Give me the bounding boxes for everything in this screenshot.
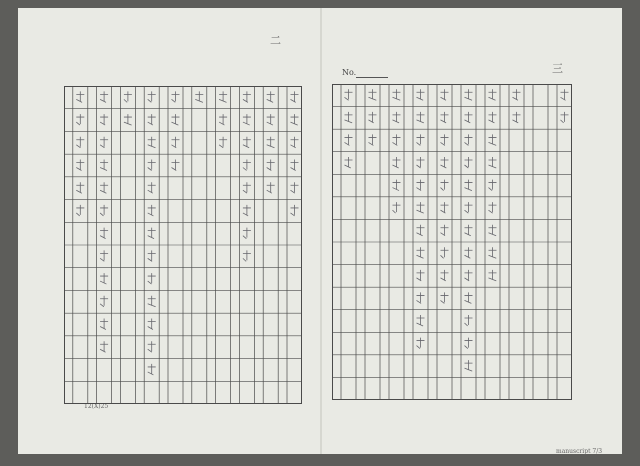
handwritten-character [291, 114, 299, 125]
handwritten-character [465, 292, 473, 303]
handwritten-character [393, 89, 401, 100]
handwritten-character [100, 341, 108, 352]
handwritten-character [219, 91, 227, 102]
handwritten-character [417, 225, 425, 236]
handwritten-character [561, 112, 569, 123]
handwritten-character [100, 296, 108, 307]
handwritten-character [219, 137, 227, 148]
handwritten-character [441, 225, 449, 236]
handwritten-character [100, 205, 108, 216]
number-label: No. [342, 68, 357, 77]
footer-mark: manuscript 7/3 [556, 448, 603, 455]
handwritten-character [148, 228, 156, 239]
handwritten-character [417, 338, 425, 349]
handwritten-character [513, 89, 521, 100]
handwritten-character [100, 228, 108, 239]
handwritten-character [489, 112, 497, 123]
handwritten-character [100, 160, 108, 171]
handwritten-character [148, 250, 156, 261]
handwritten-character [441, 134, 449, 145]
handwritten-character [76, 182, 84, 193]
handwritten-character [489, 225, 497, 236]
handwritten-character [441, 292, 449, 303]
handwritten-character [148, 205, 156, 216]
handwritten-character [417, 292, 425, 303]
handwritten-character [489, 270, 497, 281]
handwritten-character [76, 205, 84, 216]
handwritten-character [417, 134, 425, 145]
handwritten-character [219, 114, 227, 125]
handwritten-character [76, 91, 84, 102]
handwritten-character [393, 202, 401, 213]
handwritten-character [465, 360, 473, 371]
handwritten-character [291, 91, 299, 102]
handwritten-character [441, 180, 449, 191]
handwritten-character [465, 180, 473, 191]
handwritten-character [243, 228, 251, 239]
handwritten-character [345, 112, 353, 123]
handwritten-character [172, 114, 180, 125]
right-page-number: 三 [552, 62, 563, 75]
handwritten-character [465, 247, 473, 258]
handwritten-character [195, 91, 203, 102]
handwritten-character [172, 91, 180, 102]
handwritten-character [243, 205, 251, 216]
handwritten-character [100, 91, 108, 102]
handwritten-character [441, 247, 449, 258]
handwritten-character [148, 114, 156, 125]
handwritten-character [291, 160, 299, 171]
handwritten-character [441, 202, 449, 213]
handwritten-character [148, 160, 156, 171]
handwritten-character [489, 202, 497, 213]
handwritten-character [369, 134, 377, 145]
number-underline [356, 77, 388, 78]
handwritten-character [465, 134, 473, 145]
handwritten-character [291, 182, 299, 193]
handwritten-character [465, 338, 473, 349]
handwritten-character [465, 157, 473, 168]
handwritten-character [148, 273, 156, 284]
handwritten-character [393, 180, 401, 191]
handwritten-character [243, 160, 251, 171]
handwritten-character [267, 114, 275, 125]
handwritten-character [465, 315, 473, 326]
handwritten-character [243, 182, 251, 193]
handwritten-character [441, 270, 449, 281]
handwritten-character [417, 247, 425, 258]
handwritten-character [243, 250, 251, 261]
handwritten-character [100, 182, 108, 193]
handwritten-character [417, 112, 425, 123]
handwritten-character [267, 182, 275, 193]
handwritten-character [243, 114, 251, 125]
handwritten-character [465, 89, 473, 100]
handwritten-character [267, 160, 275, 171]
handwritten-character [124, 114, 132, 125]
handwritten-character [267, 137, 275, 148]
page-fold [320, 8, 322, 454]
handwritten-character [489, 247, 497, 258]
handwritten-character [172, 160, 180, 171]
handwritten-character [369, 112, 377, 123]
handwritten-character [417, 157, 425, 168]
handwritten-character [100, 114, 108, 125]
handwritten-character [417, 270, 425, 281]
handwritten-character [345, 134, 353, 145]
handwritten-character [345, 89, 353, 100]
handwritten-character [172, 137, 180, 148]
handwritten-character [267, 91, 275, 102]
handwritten-character [465, 202, 473, 213]
handwritten-character [148, 137, 156, 148]
left-manuscript-grid [64, 86, 302, 404]
handwritten-character [243, 137, 251, 148]
handwritten-character [465, 270, 473, 281]
right-manuscript-grid [332, 84, 572, 400]
handwritten-character [148, 319, 156, 330]
handwritten-character [345, 157, 353, 168]
handwritten-character [291, 137, 299, 148]
handwritten-character [441, 157, 449, 168]
handwritten-character [417, 315, 425, 326]
handwritten-character [291, 205, 299, 216]
handwritten-character [561, 89, 569, 100]
handwritten-character [489, 89, 497, 100]
handwritten-character [124, 91, 132, 102]
handwritten-character [465, 112, 473, 123]
paper-mark: 12(X)25 [84, 403, 109, 410]
handwritten-character [417, 180, 425, 191]
handwritten-character [441, 89, 449, 100]
handwritten-character [489, 134, 497, 145]
handwritten-character [369, 89, 377, 100]
handwritten-character [100, 319, 108, 330]
handwritten-character [76, 160, 84, 171]
handwritten-character [417, 202, 425, 213]
handwritten-character [393, 134, 401, 145]
handwritten-character [441, 112, 449, 123]
handwritten-character [148, 364, 156, 375]
handwritten-character [148, 182, 156, 193]
handwritten-character [489, 180, 497, 191]
handwritten-character [417, 89, 425, 100]
handwritten-character [148, 341, 156, 352]
handwritten-character [393, 157, 401, 168]
handwritten-character [100, 250, 108, 261]
handwritten-character [76, 137, 84, 148]
left-page-number: 二 [270, 34, 281, 47]
handwritten-character [76, 114, 84, 125]
handwritten-character [148, 91, 156, 102]
handwritten-character [465, 225, 473, 236]
handwritten-character [393, 112, 401, 123]
handwritten-character [100, 273, 108, 284]
handwritten-character [513, 112, 521, 123]
handwritten-character [148, 296, 156, 307]
handwritten-character [243, 91, 251, 102]
handwritten-character [100, 137, 108, 148]
handwritten-character [489, 157, 497, 168]
